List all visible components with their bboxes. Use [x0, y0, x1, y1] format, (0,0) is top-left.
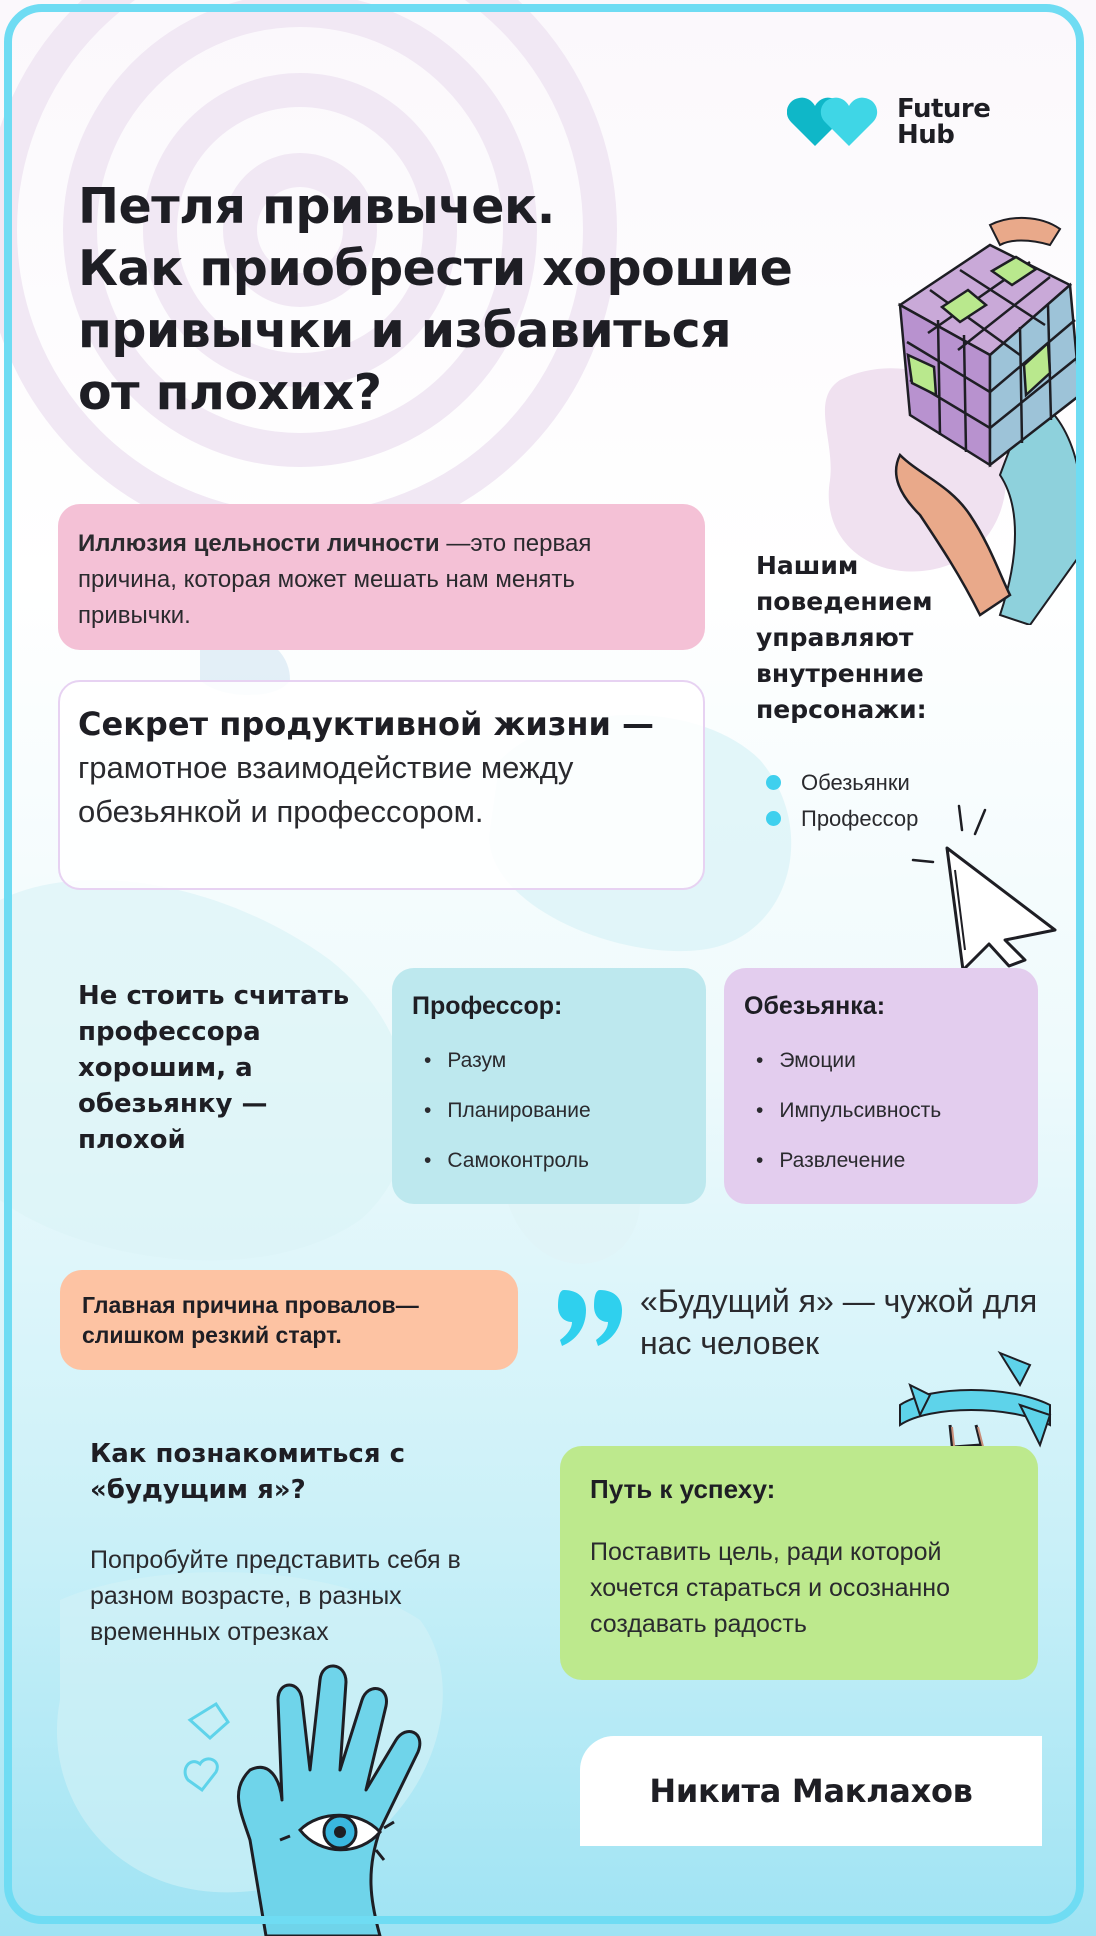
illusion-bold: Иллюзия цельности личности [78, 530, 440, 557]
character-item [766, 806, 918, 832]
failure-text: Главная причина провалов— слишком резкий старт. [82, 1292, 419, 1348]
professor-heading: Профессор: [412, 992, 563, 1020]
illusion-card [58, 504, 705, 650]
author-name: Никита Маклахов [649, 1772, 973, 1810]
brand-name-line2: Hub [897, 120, 955, 150]
professor-item: • Разум [412, 1036, 686, 1086]
secret-text: грамотное взаимодействие между обезьянкой и профессором. [78, 750, 574, 829]
success-text: Поставить цель, ради которой хочется стараться и осознанно создавать радость [590, 1538, 951, 1638]
monkey-item: • Развлечение [744, 1136, 1018, 1186]
title-line-3: привычки и избавиться [78, 302, 732, 359]
quote-text: «Будущий я» — чужой для нас человек [640, 1283, 1038, 1361]
logo-hearts-icon [787, 94, 887, 150]
professor-item: • Планирование [412, 1086, 686, 1136]
bullet-dot-icon [766, 811, 781, 826]
monkey-heading: Обезьянка: [744, 992, 886, 1020]
hand-eye-illustration [170, 1660, 500, 1936]
failure-card [60, 1270, 518, 1370]
professor-card [392, 968, 706, 1204]
success-heading: Путь к успеху: [590, 1474, 776, 1504]
title-line-4: от плохих? [78, 364, 382, 421]
monkey-item: • Импульсивность [744, 1086, 1018, 1136]
bullet-dot-icon [766, 775, 781, 790]
monkey-card [724, 968, 1038, 1204]
author-badge [580, 1736, 1042, 1846]
page-title [78, 176, 938, 424]
professor-item: • Самоконтроль [412, 1136, 686, 1186]
character-label: Обезьянки [801, 770, 910, 795]
secret-heading: Секрет продуктивной жизни — [78, 705, 655, 743]
meet-future-heading: Как познакомиться с «будущим я»? [90, 1439, 405, 1505]
illusion-text: —это первая причина, которая может мешать нам менять привычки. [78, 530, 592, 629]
cursor-arrow-icon [905, 800, 1065, 970]
title-line-1: Петля привычек. [78, 178, 555, 235]
character-item [766, 770, 910, 796]
secret-card [58, 680, 705, 890]
monkey-item: • Эмоции [744, 1036, 1018, 1086]
brand-name-line1: Future [897, 94, 991, 124]
title-line-2: Как приобрести хорошие [78, 240, 793, 297]
meet-future-text: Попробуйте представить себя в разном возрасте, в разных временных отрезках [90, 1546, 461, 1646]
quote-mark-icon [558, 1288, 624, 1348]
not-worth-text: Не стоить считать профессора хорошим, а обезьянку — плохой [78, 981, 350, 1155]
brand-logo [787, 92, 1047, 152]
success-card [560, 1446, 1038, 1680]
character-label: Профессор [801, 806, 919, 831]
characters-heading: Нашим поведением управляют внутренние персонажи: [756, 551, 933, 724]
